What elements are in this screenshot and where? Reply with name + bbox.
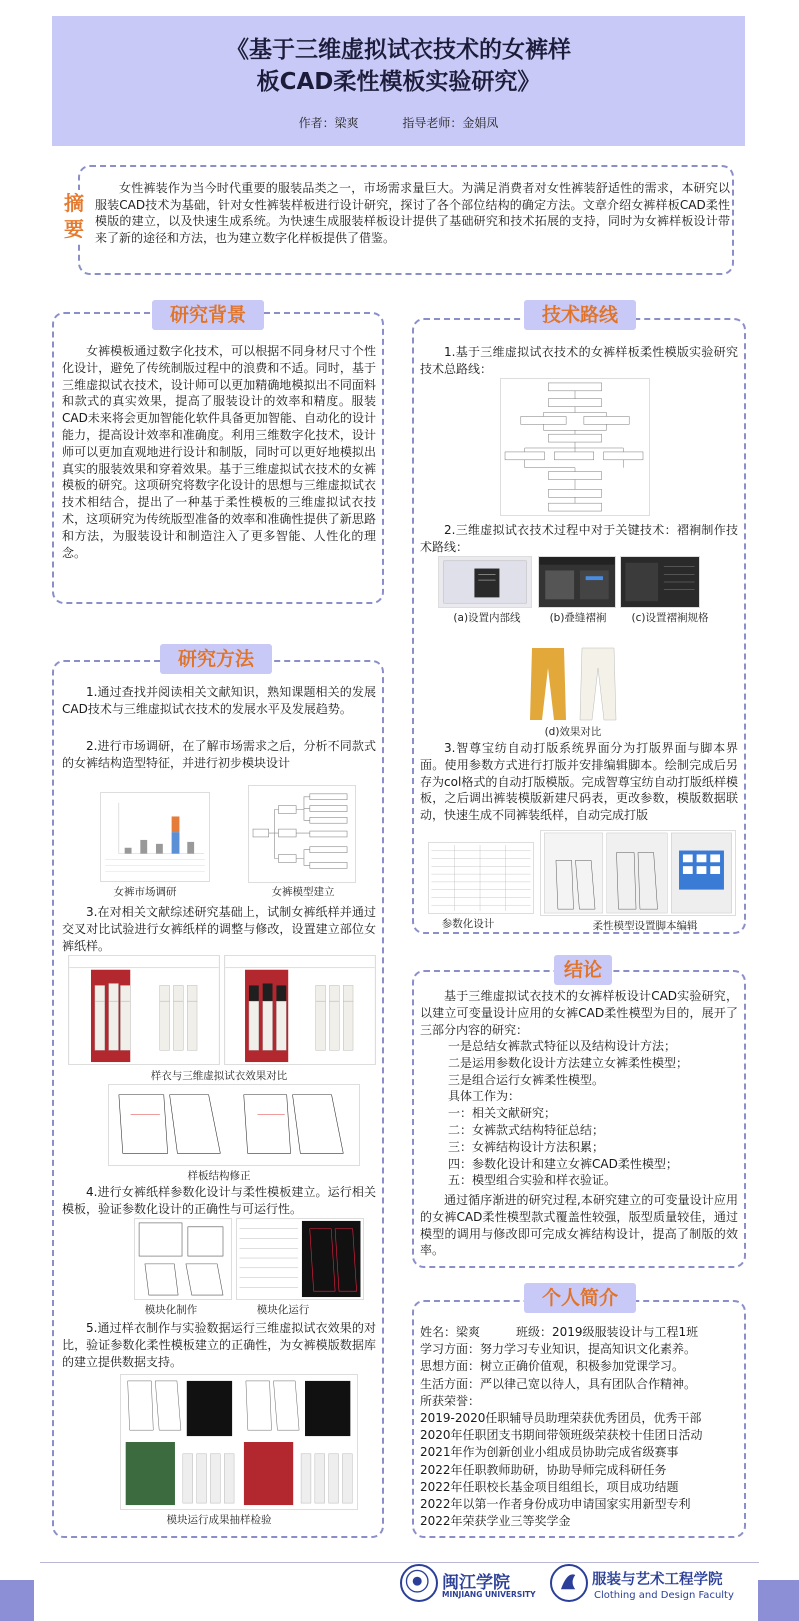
- university-name-cn: 闽江学院: [442, 1573, 510, 1593]
- methods-step4: 4.进行女裤纸样参数化设计与柔性模板建立。运行相关模板，验证参数化设计的正确性与可运行性。: [62, 1185, 376, 1216]
- fitting-compare-figure: [68, 955, 220, 1065]
- methods-step2: 2.进行市场调研，在了解市场需求之后，分析不同款式的女裤结构造型特征，并进行初步模块设计: [62, 739, 376, 770]
- script-edit-screens: [541, 831, 735, 915]
- title-line-2: 板CAD柔性模板实验研究》: [256, 69, 541, 95]
- pleat-c-figure: [620, 556, 700, 608]
- module-run-drawing: [237, 1219, 363, 1299]
- footer-divider: [40, 1562, 759, 1563]
- caption-make: 模块化制作: [144, 1304, 198, 1316]
- profile-line: 学习方面：努力学习专业知识，提高知识文化素养。: [420, 1342, 697, 1357]
- module-make-figure: [134, 1218, 232, 1300]
- caption-pleat-b: (b)叠缝褶裥: [549, 612, 607, 624]
- pleat-b-screen: [539, 557, 615, 607]
- conclusion-intro: 基于三维虚拟试衣技术的女裤样板设计CAD实验研究，以建立可变量设计应用的女裤CAD柔性模型为目的，展开了三部分内容的研究：: [420, 989, 738, 1037]
- pleat-d-pants: [520, 644, 626, 722]
- module-run-figure: [236, 1218, 364, 1300]
- conclusion-item: 四：参数化设计和建立女裤CAD柔性模型；: [448, 1156, 678, 1171]
- caption-fix: 样板结构修正: [187, 1170, 251, 1182]
- conclusion-list: [420, 1038, 738, 1189]
- profile-line: 2019-2020任职辅导员助理荣获优秀团员，优秀干部: [420, 1411, 702, 1426]
- param-design-figure: [428, 842, 534, 914]
- pattern-fix-figure: [108, 1084, 360, 1166]
- methods-label: 研究方法: [160, 644, 272, 674]
- faculty-logo-icon: [550, 1564, 588, 1602]
- profile-line: 2022年以第一作者身份成功申请国家实用新型专利: [420, 1497, 691, 1512]
- profile-line: 生活方面：严以律己宽以待人，具有团队合作精神。: [420, 1376, 697, 1391]
- market-chart-figure: [100, 792, 210, 882]
- caption-script: 柔性模型设置脚本编辑: [592, 920, 698, 932]
- module-make-drawing: [135, 1219, 231, 1299]
- title-band: [52, 16, 745, 146]
- pleat-a-figure: [438, 556, 532, 608]
- route-p2: 2.三维虚拟试衣技术过程中对于关键技术：褶裥制作技术路线：: [420, 523, 738, 554]
- conclusion-item: 三是组合运行女裤柔性模型。: [448, 1072, 605, 1087]
- profile-line: 思想方面：树立正确价值观，积极参加党课学习。: [420, 1359, 685, 1374]
- conclusion-item: 一是总结女裤款式特征以及结构设计方法；: [448, 1039, 677, 1053]
- sample-check-figure: [120, 1374, 358, 1510]
- conclusion-item: 五：模型组合实验和样衣验证。: [448, 1173, 617, 1188]
- route-label: 技术路线: [524, 300, 636, 330]
- profile-line: 2022年任职校长基金项目组组长，项目成功结题: [420, 1479, 679, 1494]
- route-p1: 1.基于三维虚拟试衣技术的女裤样板柔性模版实验研究技术总路线：: [420, 345, 738, 376]
- profile-line: 2021年作为创新创业小组成员协助完成省级赛事: [420, 1445, 679, 1460]
- param-table: [429, 843, 533, 913]
- methods-step3: 3.在对相关文献综述研究基础上，试制女裤纸样并通过交叉对比试验进行女裤纸样的调整与修改，设置建立部位女裤纸样。: [62, 905, 376, 953]
- university-seal-icon: [400, 1564, 438, 1602]
- market-bar-chart: [101, 793, 209, 881]
- caption-compare: 样衣与三维虚拟试衣效果对比: [150, 1070, 288, 1082]
- methods-step1: 1.通过查找并阅读相关文献知识，熟知课题相关的发展CAD技术与三维虚拟试衣技术的发展水平及发展趋势。: [62, 685, 376, 716]
- profile-line: 2022年任职教师助研，协助导师完成科研任务: [420, 1462, 667, 1477]
- pleat-a-screen: [439, 557, 531, 607]
- footer-corner-left: [0, 1580, 34, 1621]
- fitting-compare-right: [225, 956, 375, 1064]
- fitting-compare-figure-2: [224, 955, 376, 1065]
- profile-line: 2022年荣获学业三等奖学金: [420, 1514, 571, 1529]
- profile-list: [420, 1324, 746, 1530]
- caption-pleat-a: (a)设置内部线: [453, 612, 521, 624]
- model-tree-diagram: [249, 786, 355, 882]
- model-tree-figure: [248, 785, 356, 883]
- university-name-en: MINJIANG UNIVERSITY: [442, 1590, 536, 1599]
- author-name: 作者：梁爽: [298, 116, 359, 130]
- caption-param: 参数化设计: [441, 918, 495, 930]
- conclusion-item: 一：相关文献研究；: [448, 1106, 557, 1121]
- caption-market: 女裤市场调研: [113, 886, 177, 898]
- pleat-c-screen: [621, 557, 699, 607]
- caption-pleat-c: (c)设置褶裥规格: [631, 612, 709, 624]
- script-edit-figure: [540, 830, 736, 916]
- background-text: 女裤模板通过数字化技术，可以根据不同身材尺寸个性化设计，避免了传统制版过程中的浪费和不适。同时，基于三维虚拟试衣技术，设计师可以更加精确地模拟出不同面料和款式的真实效果，提高了服装设计的效率和精度。服装CAD未来将会更加智能化软件具备更加智能、自动化的设计能力，提高设计效率和准确度。利用三维数字化技术，设计师可以更加直观地进行设计和制版，同时可以更好地模拟出真实的服装效果和穿着效果。基于三维虚拟试衣技术的女裤模板的研究。这项研究将数字化设计的思想与三维虚拟试衣技术相结合，提出了一种基于柔性模板的三维虚拟试衣技术，这项研究为传统版型准备的效率和准确性提供了新思路和方法，为服装设计和制造注入了更多智能、人性化的理念。: [62, 344, 376, 560]
- faculty-name-en: Clothing and Design Faculty: [594, 1590, 734, 1601]
- conclusion-outro: 通过循序渐进的研究过程,本研究建立的可变量设计应用的女裤CAD柔性模型款式覆盖性较强，版型质量较佳，通过模型的调用与修改即可完成女裤结构设计，提高了制版的效率。: [420, 1193, 738, 1258]
- route-flowchart: [501, 379, 649, 515]
- poster-title: [52, 16, 745, 98]
- profile-label: 个人简介: [524, 1283, 636, 1313]
- methods-step5: 5.通过样衣制作与实验数据运行三维虚拟试衣效果的对比，验证参数化柔性模板建立的正确性，为女裤模版数据库的建立提供数据支持。: [62, 1321, 376, 1369]
- author-line: [52, 114, 745, 131]
- caption-model: 女裤模型建立: [271, 886, 335, 898]
- abstract-label: 摘要: [60, 190, 88, 242]
- sample-check-drawing: [121, 1375, 357, 1509]
- caption-run: 模块化运行: [256, 1304, 310, 1316]
- caption-pleat-d: (d)效果对比: [544, 726, 602, 738]
- advisor-name: 指导老师：金娟凤: [402, 116, 499, 130]
- route-p3: 3.智尊宝纺自动打版系统界面分为打版界面与脚本界面。使用参数方式进行打版并安排编辑脚本。绘制完成后另存为col格式的自动打版模版。完成智尊宝纺自动打版纸样模板，之后调出裤装模版新建尺码表，更改参数，模版数据联动，快速生成不同裤装纸样，自动完成打版: [420, 741, 738, 823]
- title-line-1: 《基于三维虚拟试衣技术的女裤样: [226, 37, 571, 63]
- pleat-d-figure: [520, 644, 626, 722]
- pleat-b-figure: [538, 556, 616, 608]
- faculty-name-cn: 服装与艺术工程学院: [592, 1572, 723, 1588]
- route-flowchart-figure: [500, 378, 650, 516]
- abstract-text: 女性裤装作为当今时代重要的服装品类之一，市场需求量巨大。为满足消费者对女性裤装舒适性的需求，本研究以服装CAD技术为基础，针对女性裤装样板进行设计研究，探讨了各个部位结构的确定方法。文章介绍女裤样板CAD柔性模版的建立，以及快速生成系统。为快速生成服装样板设计提供了基础研究和技术拓展的支持，同时为女裤样板设计带来了新的途径和方法，也为建立数字化样板提供了借鉴。: [95, 181, 730, 245]
- fitting-compare-left: [69, 956, 219, 1064]
- background-label: 研究背景: [152, 300, 264, 330]
- footer-corner-right: [758, 1580, 799, 1621]
- profile-line: 2020年任职团支书期间带领班级荣获校十佳团日活动: [420, 1428, 703, 1443]
- profile-line: 所获荣誉：: [420, 1393, 481, 1408]
- profile-line: 姓名：梁爽 班级：2019级服装设计与工程1班: [420, 1325, 699, 1339]
- conclusion-item: 二是运用参数化设计方法建立女裤柔性模型；: [448, 1055, 689, 1070]
- conclusion-item: 具体工作为：: [448, 1089, 521, 1104]
- conclusion-item: 二：女裤款式结构特征总结；: [448, 1122, 605, 1137]
- caption-check: 模块运行成果抽样检验: [166, 1514, 272, 1526]
- conclusion-label: 结论: [554, 955, 612, 985]
- pattern-fix-drawing: [109, 1085, 359, 1165]
- conclusion-item: 三：女裤结构设计方法积累；: [448, 1139, 605, 1154]
